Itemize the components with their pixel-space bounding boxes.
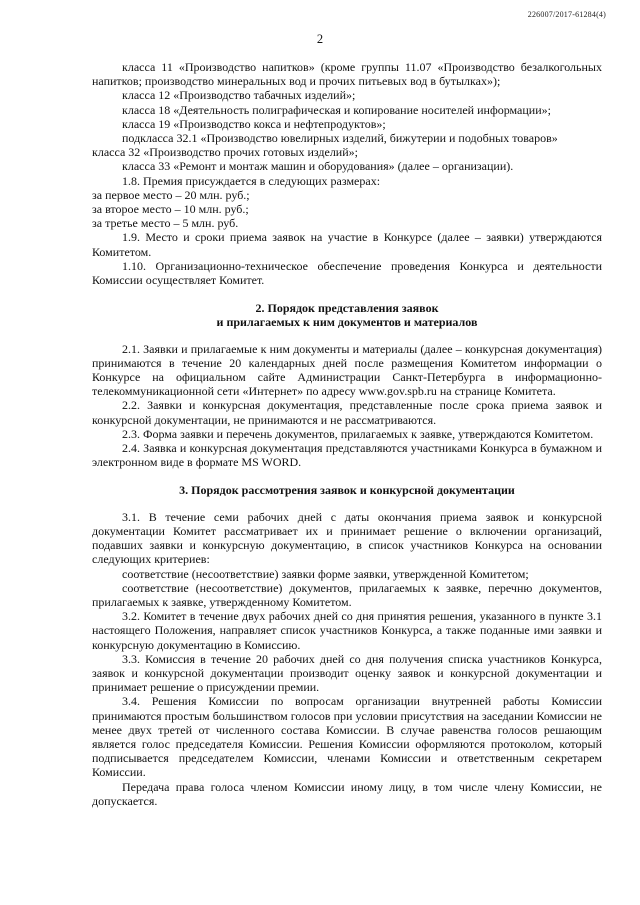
paragraph: класса 11 «Производство напитков» (кроме группы 11.07 «Производство безалкогольных напитков; производство минеральных вод и прочих питьевых вод в бутылках»);	[92, 60, 602, 89]
paragraph: 2.3. Форма заявки и перечень документов, прилагаемых к заявке, утверждаются Комитетом.	[122, 426, 594, 441]
paragraph: класса 12 «Производство табачных изделий»;	[122, 88, 356, 103]
paragraph: 3.3. Комиссия в течение 20 рабочих дней со дня получения списка участников Конкурса, заявок и конкурсной документации производит оценку заявок и конкурсной документации и принимает решение о присуждении премии.	[92, 651, 602, 695]
paragraph: 1.8. Премия присуждается в следующих размерах:	[122, 173, 381, 188]
paragraph: класса 33 «Ремонт и монтаж машин и оборудования» (далее – организации).	[122, 159, 514, 174]
paragraph: за первое место – 20 млн. руб.;	[92, 187, 250, 202]
paragraph: 1.10. Организационно-техническое обеспечение проведения Конкурса и деятельности Комиссии осуществляет Комитет.	[92, 258, 602, 288]
page-number: 2	[316, 32, 324, 46]
paragraph: 3.1. В течение семи рабочих дней с даты окончания приема заявок и конкурсной документации Комитет рассматривает их и принимает решение о включении организаций, подавших заявки и конкурсную документацию, в список участников Конкурса на основании следующих критериев:	[92, 509, 602, 567]
paragraph: 3.2. Комитет в течение двух рабочих дней со дня принятия решения, указанного в пункте 3.1 настоящего Положения, направляет список участников Конкурса, а также поданные ими заявки и конкурсную документацию в Комиссию.	[92, 609, 602, 652]
paragraph: за второе место – 10 млн. руб.;	[92, 202, 249, 217]
paragraph: Передача права голоса членом Комиссии иному лицу, в том числе члену Комиссии, не допускается.	[92, 779, 602, 808]
paragraph: 2.1. Заявки и прилагаемые к ним документы и материалы (далее – конкурсная документация) принимаются в течение 20 календарных дней после размещения Комитетом информации о Конкурсе на официальном сайте Администрации Санкт-Петербурга в информационно-телекоммуникационной сети «Интернет» по адресу www.gov.spb.ru на странице Комитета.	[92, 341, 602, 399]
paragraph: 2.4. Заявка и конкурсная документация представляются участниками Конкурса в бумажном и электронном виде в формате MS WORD.	[92, 441, 602, 470]
section-heading: 3. Порядок рассмотрения заявок и конкурсной документации	[179, 483, 515, 498]
paragraph: 3.4. Решения Комиссии по вопросам организации внутренней работы Комиссии принимаются простым большинством голосов при условии присутствия на заседании Комиссии не менее двух третей от численного состава Комиссии. В случае равенства голосов решающим является голос председателя Комиссии. Решения Комиссии оформляются протоколом, который подписывается председателем Комиссии, членами Комиссии и ответственным секретарем Комиссии.	[92, 694, 602, 780]
paragraph: класса 32 «Производство прочих готовых изделий»;	[92, 145, 358, 160]
section-heading: и прилагаемых к ним документов и материалов	[216, 315, 478, 330]
paragraph: подкласса 32.1 «Производство ювелирных изделий, бижутерии и подобных товаров»	[122, 131, 558, 146]
paragraph: 2.2. Заявки и конкурсная документация, представленные после срока приема заявок и конкурсной документации, не принимаются и не рассматриваются.	[92, 398, 602, 427]
paragraph: соответствие (несоответствие) заявки форме заявки, утвержденной Комитетом;	[122, 566, 529, 581]
paragraph: 1.9. Место и сроки приема заявок на участие в Конкурсе (далее – заявки) утверждаются Комитетом.	[92, 230, 602, 259]
paragraph: за третье место – 5 млн. руб.	[92, 216, 239, 231]
document-id: 226007/2017-61284(4)	[527, 10, 606, 19]
section-heading: 2. Порядок представления заявок	[255, 301, 439, 316]
paragraph: соответствие (несоответствие) документов, прилагаемых к заявке, перечню документов, прилагаемых к заявке, утвержденному Комитетом.	[92, 580, 602, 609]
paragraph: класса 19 «Производство кокса и нефтепродуктов»;	[122, 116, 386, 131]
paragraph: класса 18 «Деятельность полиграфическая и копирование носителей информации»;	[122, 102, 551, 117]
document-body	[92, 60, 602, 808]
